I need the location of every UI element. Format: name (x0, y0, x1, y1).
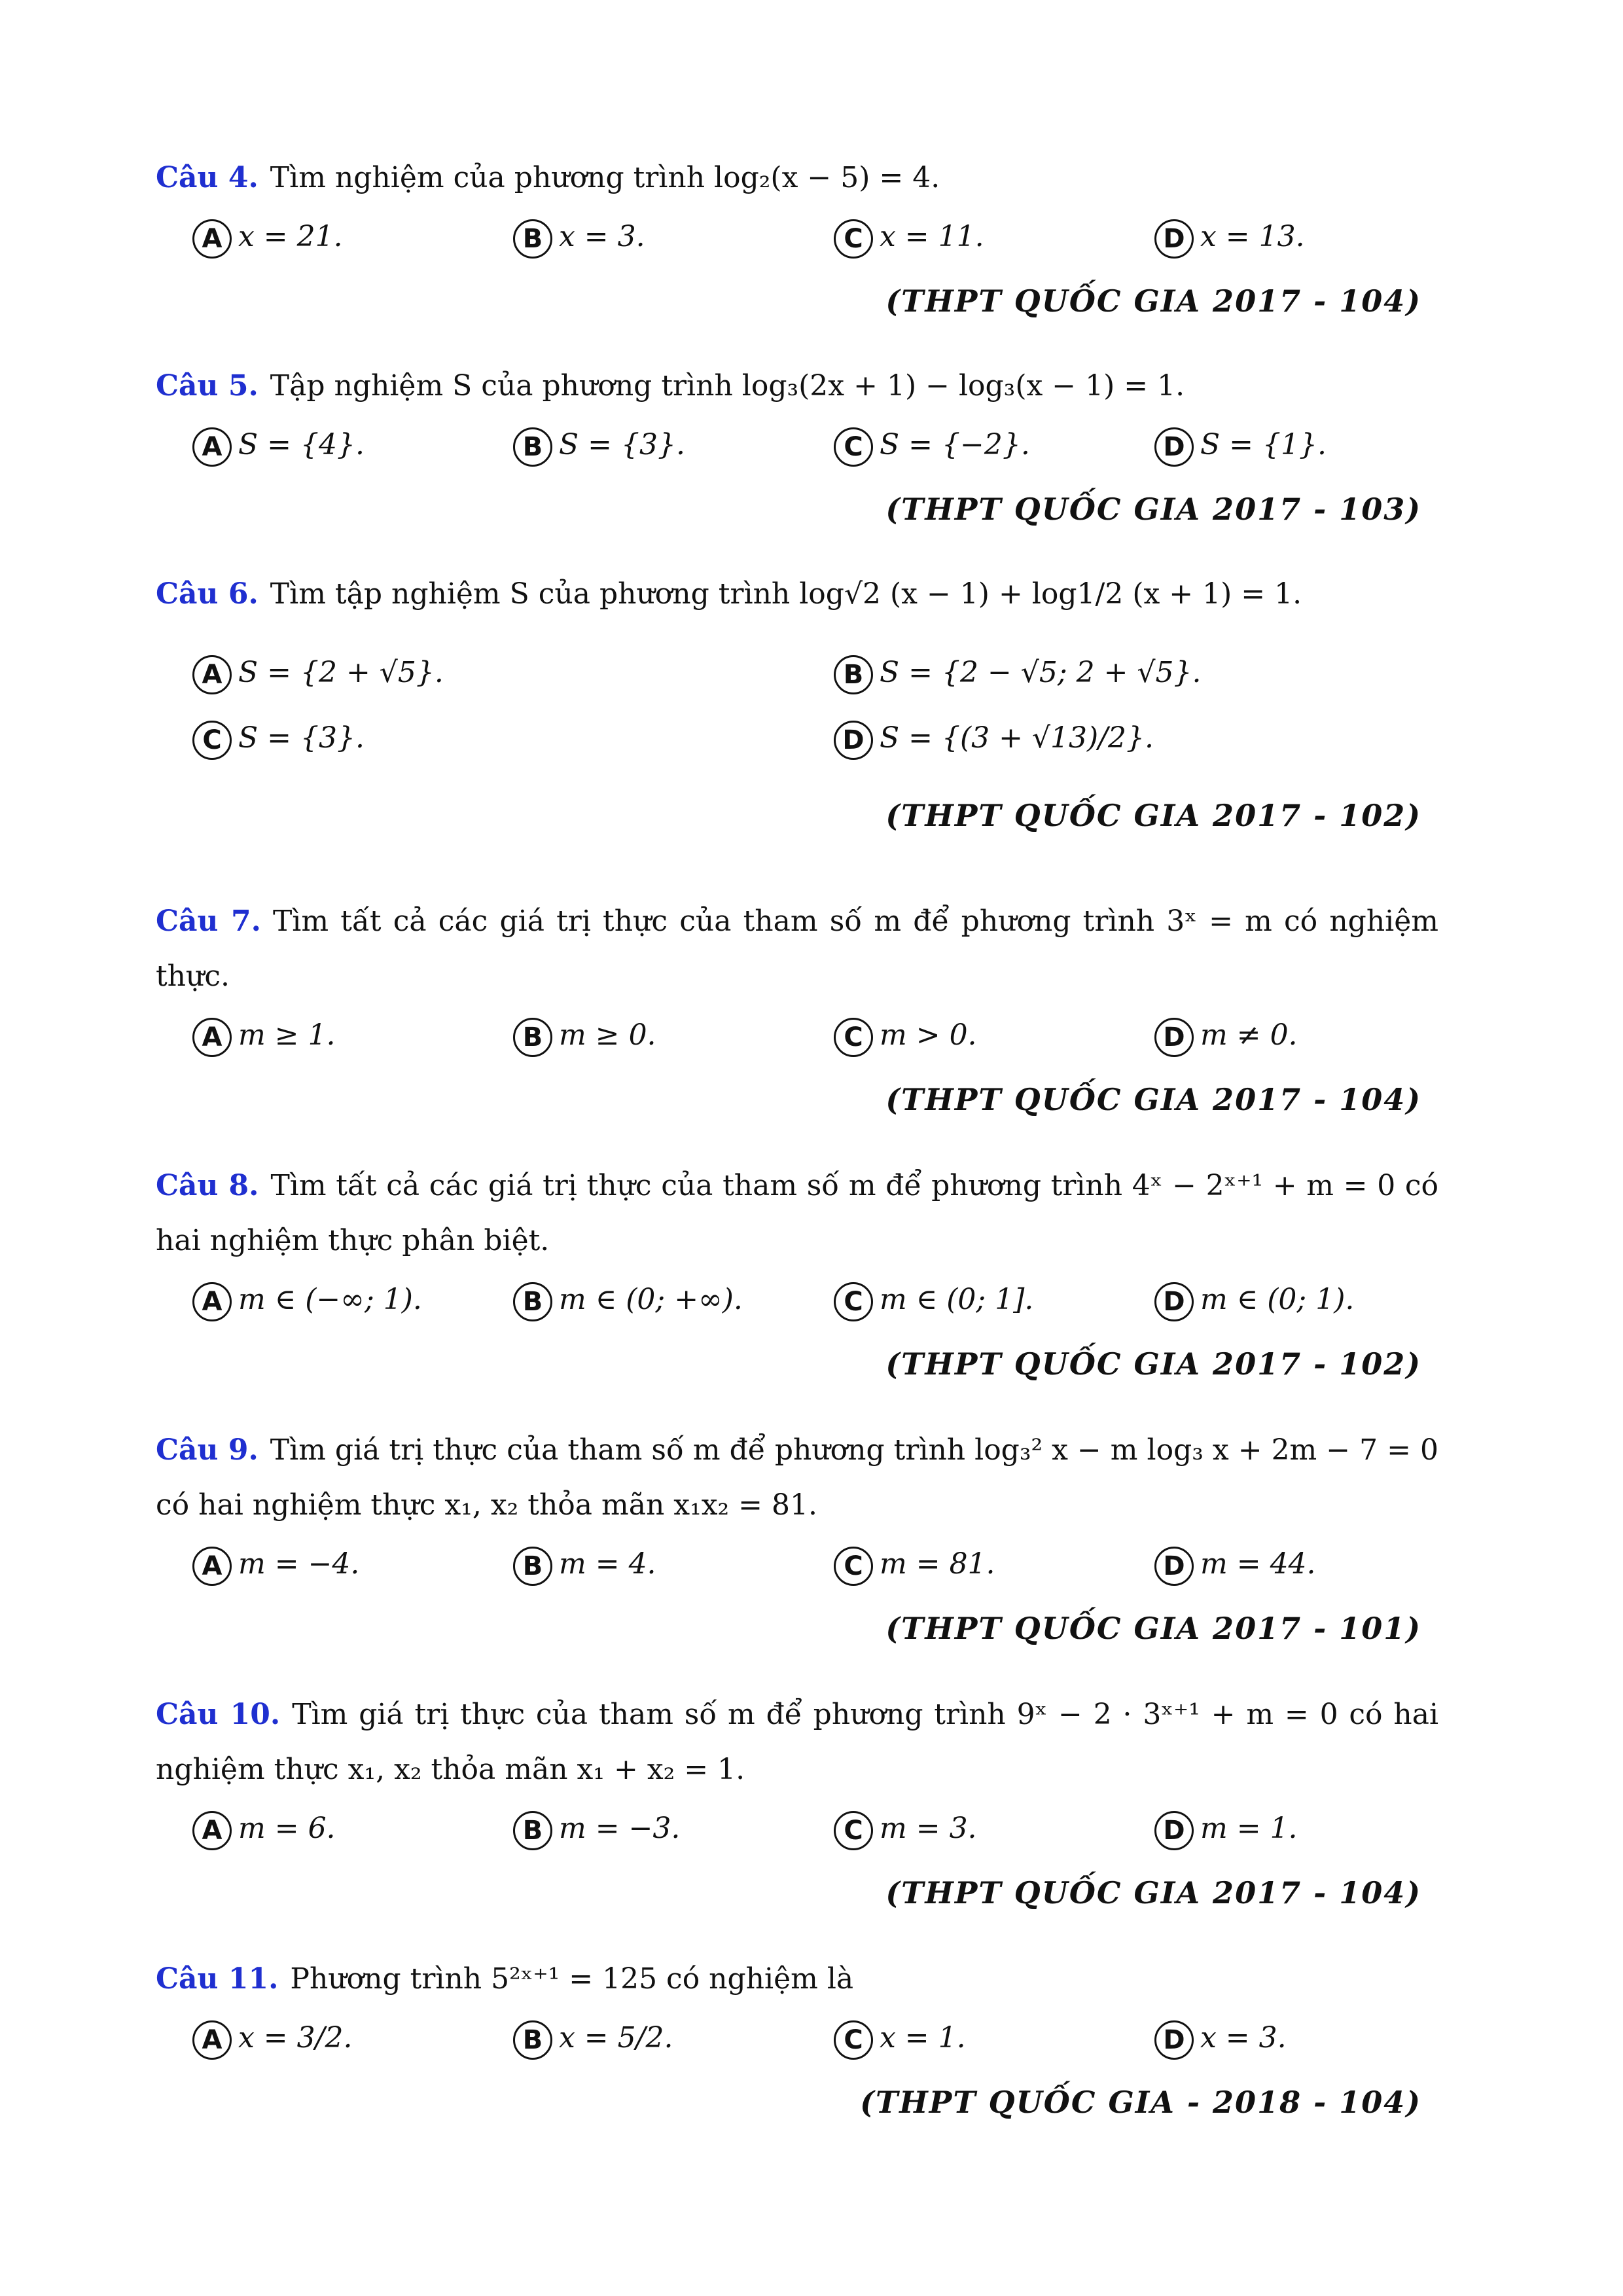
option-text: m = 4. (559, 1547, 656, 1581)
option-d[interactable] (1154, 1008, 1298, 1063)
option-letter: D (834, 721, 873, 760)
option-text: S = {−2}. (880, 428, 1030, 461)
question-source: (THPT QUỐC GIA 2017 - 102) (885, 798, 1421, 833)
option-letter: C (834, 1018, 873, 1057)
option-b[interactable] (513, 209, 645, 264)
option-letter: B (513, 1282, 552, 1321)
question-6 (156, 567, 1438, 843)
option-a[interactable] (192, 1272, 422, 1327)
option-text: m = 81. (880, 1547, 995, 1581)
question-label: Câu 8. (156, 1169, 259, 1202)
answer-options (192, 2007, 1438, 2070)
option-c[interactable] (834, 1537, 995, 1592)
option-letter: B (513, 2020, 552, 2060)
option-letter: A (192, 1547, 232, 1586)
option-text: m ≠ 0. (1200, 1018, 1298, 1052)
option-letter: A (192, 219, 232, 259)
answer-options-row-2 (192, 707, 1438, 772)
option-text: m = 1. (1200, 1812, 1298, 1845)
question-source: (THPT QUỐC GIA 2017 - 101) (885, 1611, 1421, 1646)
option-a[interactable] (192, 645, 444, 700)
option-text: x = 3/2. (238, 2021, 353, 2054)
option-d[interactable] (1154, 209, 1305, 264)
option-letter: B (513, 1811, 552, 1850)
option-text: x = 3. (1200, 2021, 1287, 2054)
option-letter: A (192, 655, 232, 694)
option-letter: D (1154, 1282, 1194, 1321)
option-text: S = {(3 + √13)/2}. (880, 721, 1154, 755)
option-text: m = 6. (238, 1812, 336, 1845)
option-a[interactable] (192, 2011, 352, 2066)
answer-options-row-1 (192, 641, 1438, 707)
option-text: x = 1. (880, 2021, 966, 2054)
question-source: (THPT QUỐC GIA - 2018 - 104) (860, 2085, 1421, 2120)
option-text: S = {2 + √5}. (238, 656, 444, 689)
option-a[interactable] (192, 209, 343, 264)
option-text: x = 11. (880, 220, 984, 253)
option-letter: D (1154, 1811, 1194, 1850)
answer-options (192, 206, 1438, 268)
option-letter: A (192, 1018, 232, 1057)
answer-options (192, 1004, 1438, 1067)
option-letter: A (192, 2020, 232, 2060)
question-label: Câu 10. (156, 1698, 281, 1731)
question-text: Tìm tất cả các giá trị thực của tham số m để phương trình 4ˣ − 2ˣ⁺¹ + m = 0 có hai nghiệm thực phân biệt. (156, 1169, 1438, 1257)
question-stem (156, 151, 1438, 206)
question-text: Tìm giá trị thực của tham số m để phương trình log₃² x − m log₃ x + 2m − 7 = 0 có hai nghiệm thực x₁, x₂ thỏa mãn x₁x₂ = 81. (156, 1433, 1438, 1522)
option-a[interactable] (192, 1801, 336, 1856)
question-7 (156, 894, 1438, 1127)
option-letter: D (1154, 1547, 1194, 1586)
option-text: m ∈ (0; 1]. (880, 1283, 1034, 1316)
option-letter: B (513, 219, 552, 259)
option-c[interactable] (192, 711, 365, 766)
option-text: S = {4}. (238, 428, 365, 461)
question-stem (156, 894, 1438, 1004)
question-text: Tìm giá trị thực của tham số m để phương trình 9ˣ − 2 · 3ˣ⁺¹ + m = 0 có hai nghiệm thực x₁, x₂ thỏa mãn x₁ + x₂ = 1. (156, 1698, 1439, 1786)
option-text: m ∈ (−∞; 1). (238, 1283, 422, 1316)
question-source: (THPT QUỐC GIA 2017 - 103) (885, 492, 1421, 527)
option-letter: C (834, 1547, 873, 1586)
question-8 (156, 1158, 1438, 1391)
option-text: S = {3}. (559, 428, 685, 461)
question-stem (156, 359, 1438, 414)
answer-options (192, 1533, 1438, 1596)
option-letter: C (834, 2020, 873, 2060)
question-5 (156, 359, 1438, 537)
question-source: (THPT QUỐC GIA 2017 - 104) (885, 283, 1421, 319)
option-d[interactable] (1154, 418, 1327, 473)
question-text: Tìm nghiệm của phương trình log₂(x − 5) = 4. (270, 161, 940, 194)
option-a[interactable] (192, 1008, 336, 1063)
option-c[interactable] (834, 1801, 977, 1856)
question-source: (THPT QUỐC GIA 2017 - 104) (885, 1875, 1421, 1910)
option-text: S = {2 − √5; 2 + √5}. (880, 656, 1202, 689)
answer-options (192, 1268, 1438, 1331)
question-11 (156, 1952, 1438, 2130)
question-label: Câu 6. (156, 577, 259, 611)
question-label: Câu 5. (156, 369, 259, 403)
option-c[interactable] (834, 1272, 1033, 1327)
question-10 (156, 1687, 1438, 1920)
option-text: x = 3. (559, 220, 645, 253)
option-b[interactable] (513, 1801, 680, 1856)
question-label: Câu 11. (156, 1962, 279, 1996)
question-label: Câu 7. (156, 905, 261, 938)
option-letter: B (513, 427, 552, 467)
option-text: S = {3}. (238, 721, 365, 755)
question-stem (156, 1158, 1438, 1268)
option-letter: C (834, 1811, 873, 1850)
option-c[interactable] (834, 1008, 977, 1063)
option-letter: C (834, 427, 873, 467)
question-source: (THPT QUỐC GIA 2017 - 104) (885, 1082, 1421, 1117)
option-text: m ∈ (0; 1). (1200, 1283, 1355, 1316)
question-stem (156, 1687, 1438, 1797)
option-text: x = 21. (238, 220, 343, 253)
option-a[interactable] (192, 418, 365, 473)
option-b[interactable] (834, 645, 1202, 700)
option-text: m = −4. (238, 1547, 360, 1581)
option-letter: B (513, 1018, 552, 1057)
option-text: x = 13. (1200, 220, 1305, 253)
question-text: Tập nghiệm S của phương trình log₃(2x + 1) − log₃(x − 1) = 1. (270, 369, 1185, 403)
option-b[interactable] (513, 1272, 743, 1327)
option-d[interactable] (1154, 1272, 1354, 1327)
option-c[interactable] (834, 209, 984, 264)
option-letter: B (834, 655, 873, 694)
option-c[interactable] (834, 418, 1030, 473)
question-label: Câu 4. (156, 161, 259, 194)
question-source: (THPT QUỐC GIA 2017 - 102) (885, 1346, 1421, 1382)
option-text: m = 3. (880, 1812, 977, 1845)
question-stem (156, 1423, 1438, 1533)
option-b[interactable] (513, 1008, 656, 1063)
question-stem (156, 567, 1438, 622)
option-b[interactable] (513, 418, 685, 473)
option-b[interactable] (513, 1537, 656, 1592)
option-letter: D (1154, 1018, 1194, 1057)
question-text: Phương trình 5²ˣ⁺¹ = 125 có nghiệm là (290, 1962, 854, 1996)
option-text: m ≥ 0. (559, 1018, 656, 1052)
option-b[interactable] (513, 2011, 673, 2066)
option-d[interactable] (1154, 1537, 1316, 1592)
option-letter: D (1154, 427, 1194, 467)
option-text: m > 0. (880, 1018, 977, 1052)
question-stem (156, 1952, 1438, 2007)
option-d[interactable] (1154, 1801, 1298, 1856)
option-d[interactable] (1154, 2011, 1287, 2066)
option-text: m = 44. (1200, 1547, 1316, 1581)
question-text: Tìm tập nghiệm S của phương trình log√2 (x − 1) + log1/2 (x + 1) = 1. (270, 577, 1302, 611)
option-d[interactable] (834, 711, 1154, 766)
option-text: m ∈ (0; +∞). (559, 1283, 743, 1316)
question-text: Tìm tất cả các giá trị thực của tham số m để phương trình 3ˣ = m có nghiệm thực. (156, 905, 1438, 993)
option-a[interactable] (192, 1537, 359, 1592)
option-text: m ≥ 1. (238, 1018, 336, 1052)
option-letter: C (834, 1282, 873, 1321)
answer-options (192, 1797, 1438, 1860)
option-letter: A (192, 427, 232, 467)
option-letter: D (1154, 2020, 1194, 2060)
option-text: x = 5/2. (559, 2021, 673, 2054)
question-4 (156, 151, 1438, 329)
option-c[interactable] (834, 2011, 966, 2066)
option-letter: C (192, 721, 232, 760)
option-letter: C (834, 219, 873, 259)
option-text: m = −3. (559, 1812, 681, 1845)
option-letter: B (513, 1547, 552, 1586)
option-letter: D (1154, 219, 1194, 259)
option-letter: A (192, 1282, 232, 1321)
option-letter: A (192, 1811, 232, 1850)
question-label: Câu 9. (156, 1433, 259, 1467)
answer-options (192, 414, 1438, 476)
option-text: S = {1}. (1200, 428, 1327, 461)
question-9 (156, 1423, 1438, 1656)
